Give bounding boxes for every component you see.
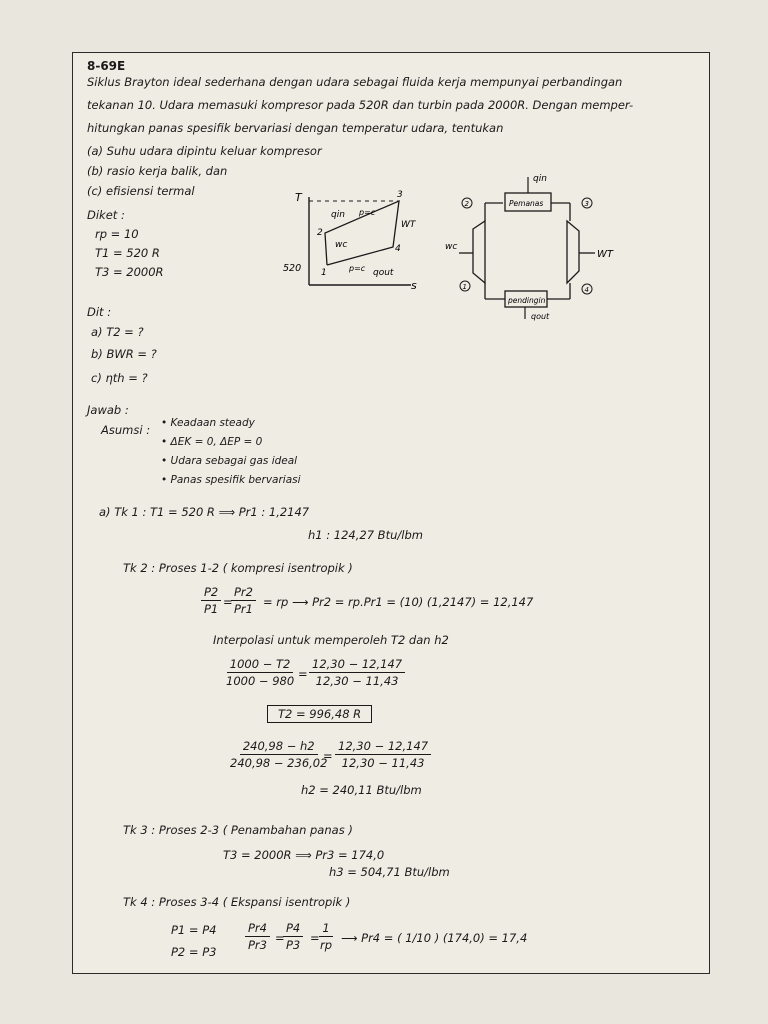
s-axis-label: s [411,279,417,292]
temp-520-label: 520 [283,263,302,274]
p2-p1-fraction: $\frac{P2}{P1}$ [201,585,221,616]
diket-t1: T1 = 520 R [95,246,160,260]
dit-eta: c) ηth = ? [91,371,148,385]
diket-rp: rp = 10 [95,227,139,241]
cycle-qout-label: qout [531,312,550,321]
asumsi-3: • Udara sebagai gas ideal [161,455,298,467]
t2-interp-right: $\frac{12,30 - 12,147}{12,30 - 11,43}$ [309,657,405,688]
cycle-wc-label: wc [445,242,458,252]
t3-line: T3 = 2000R ⟹ Pr3 = 174,0 [223,848,385,862]
state-1: 1 [462,283,467,291]
state-4: 4 [584,286,589,294]
cycle-wt-label: WT [597,249,613,260]
compressor-shape [473,221,485,283]
turbine-shape [567,221,579,283]
asumsi-2: • ΔEK = 0, ΔEP = 0 [161,436,263,448]
h2-interp-right: $\frac{12,30 - 12,147}{12,30 - 11,43}$ [335,739,431,770]
tk3-line: Tk 3 : Proses 2-3 ( Penambahan panas ) [123,823,353,837]
ts-diagram [271,185,421,297]
diket-t3: T3 = 2000R [95,265,164,279]
tk2-line: Tk 2 : Proses 1-2 ( kompresi isentropik ) [123,561,353,575]
dit-t2: a) T2 = ? [91,325,144,339]
t2-interp-left: $\frac{1000 - T2}{1000 - 980}$ [226,657,295,688]
question-part-b: (b) rasio kerja balik, dan [87,164,228,178]
wt-label: WT [401,220,416,230]
asumsi-1: • Keadaan steady [161,417,255,429]
h3-line: h3 = 504,71 Btu/lbm [329,865,450,879]
dit-bwr: b) BWR = ? [91,347,157,361]
t-axis-label: T [295,191,302,204]
problem-number: 8-69E [87,59,126,73]
dit-label: Dit : [87,305,112,319]
question-part-a: (a) Suhu udara dipintu keluar kompresor [87,144,322,158]
pr4-pr3-fraction: $\frac{Pr4}{Pr3}$ [245,921,270,952]
qout-label: qout [373,268,394,278]
asumsi-label: Asumsi : [101,423,151,437]
qin-label: qin [331,210,345,220]
pc-top-label: p=c [359,208,376,217]
point-4: 4 [395,244,401,254]
p2-p3: P2 = P3 [171,945,217,959]
tk1-line: a) Tk 1 : T1 = 520 R ⟹ Pr1 : 1,2147 [99,505,310,519]
pr4-equation: ⟶ Pr4 = ( 1/10 ) (174,0) = 17,4 [341,931,528,945]
cycle-diagram [445,171,645,321]
point-3: 3 [397,190,403,200]
state-3: 3 [584,200,589,208]
state-2: 2 [464,200,469,208]
tk4-line: Tk 4 : Proses 3-4 ( Ekspansi isentropik ) [123,895,351,909]
cooler-label: pendingin [508,296,546,305]
point-1: 1 [321,268,327,278]
point-2: 2 [317,228,323,238]
asumsi-4: • Panas spesifik bervariasi [161,474,301,486]
p1-p4: P1 = P4 [171,923,217,937]
jawab-label: Jawab : [87,403,129,417]
wc-label: wc [335,240,348,250]
statement-line-2: tekanan 10. Udara memasuki kompresor pada 520R dan turbin pada 2000R. Dengan memper- [87,98,634,112]
diket-label: Diket : [87,208,125,222]
t2-result: T2 = 996,48 R [267,705,372,723]
pr2-pr1-fraction: $\frac{Pr2}{Pr1}$ [231,585,256,616]
pc-bottom-label: p=c [349,264,366,273]
question-part-c: (c) efisiensi termal [87,184,195,198]
h2-interp-left: $\frac{240,98 - h2}{240,98 - 236,02}$ [230,739,328,770]
h2-result: h2 = 240,11 Btu/lbm [301,783,422,797]
cycle-qin-label: qin [533,174,547,184]
h1-line: h1 : 124,27 Btu/lbm [308,528,423,542]
p4-p3-fraction: $\frac{P4}{P3}$ [283,921,303,952]
one-over-rp-fraction: $\frac{1}{rp}$ [320,921,333,952]
statement-line-1: Siklus Brayton ideal sederhana dengan udara sebagai fluida kerja mempunyai perbandingan [87,75,623,89]
pr2-equation: = rp ⟶ Pr2 = rp.Pr1 = (10) (1,2147) = 12,147 [263,595,534,609]
interpolation-t2-label: Interpolasi untuk memperoleh T2 dan h2 [213,633,449,647]
statement-line-3: hitungkan panas spesifik bervariasi dengan temperatur udara, tentukan [87,121,504,135]
heater-label: Pemanas [509,199,544,208]
worksheet-page: 8-69E Siklus Brayton ideal sederhana dengan udara sebagai fluida kerja mempunyai perbandingan tekanan 10. Udara memasuki kompresor pada 520R dan turbin pada 2000R. Dengan memper- hitungkan panas spesifik bervariasi dengan temperatur udara, tentukan (a) Suhu udara dipintu keluar kompresor (b) rasio kerja balik, dan (c) efisiensi termal Diket : rp = 10 T1 = 520 R T3 = 2000R T s 520 1 2 3 4 qin p=c wc p=c qout WT Pemanas qin WT wc pendingin qout 1 2 3 4 Dit : a) T2 = ? b) BWR = ? c) ηth = ? Jawab : Asumsi : • Keadaan steady • ΔEK = 0, ΔEP = 0 • Udara sebagai gas ideal • Panas spesifik bervariasi a) Tk 1 : T1 = 520 R ⟹ Pr1 : 1,2147 h1 : 124,27 Btu/lbm Tk 2 : Proses 1-2 ( kompresi isentropik ) $\frac{P2}{P1}$ = $\frac{Pr2}{Pr1}$ = rp ⟶ Pr2 = rp.Pr1 = (10) (1,2147) = 12,147 Interpolasi untuk memperoleh T2 dan h2 $\frac{1000 - T2}{1000 - 980}$ = $\frac{12,30 - 12,147}{12,30 - 11,43}$ T2 = 996,48 R $\frac{240,98 - h2}{240,98 - 236,02}$ = $\frac{12,30 - 12,147}{12,30 - 11,43}$ h2 = 240,11 Btu/lbm Tk 3 : Proses 2-3 ( Penambahan panas ) T3 = 2000R ⟹ Pr3 = 174,0 h3 = 504,71 Btu/lbm Tk 4 : Proses 3-4 ( Ekspansi isentropik ) P1 = P4 P2 = P3 $\frac{Pr4}{Pr3}$ = $\frac{P4}{P3}$ = $\frac{1}{rp}$ ⟶ Pr4 = ( 1/10 ) (174,0) = 17,4 [72,52,710,974]
